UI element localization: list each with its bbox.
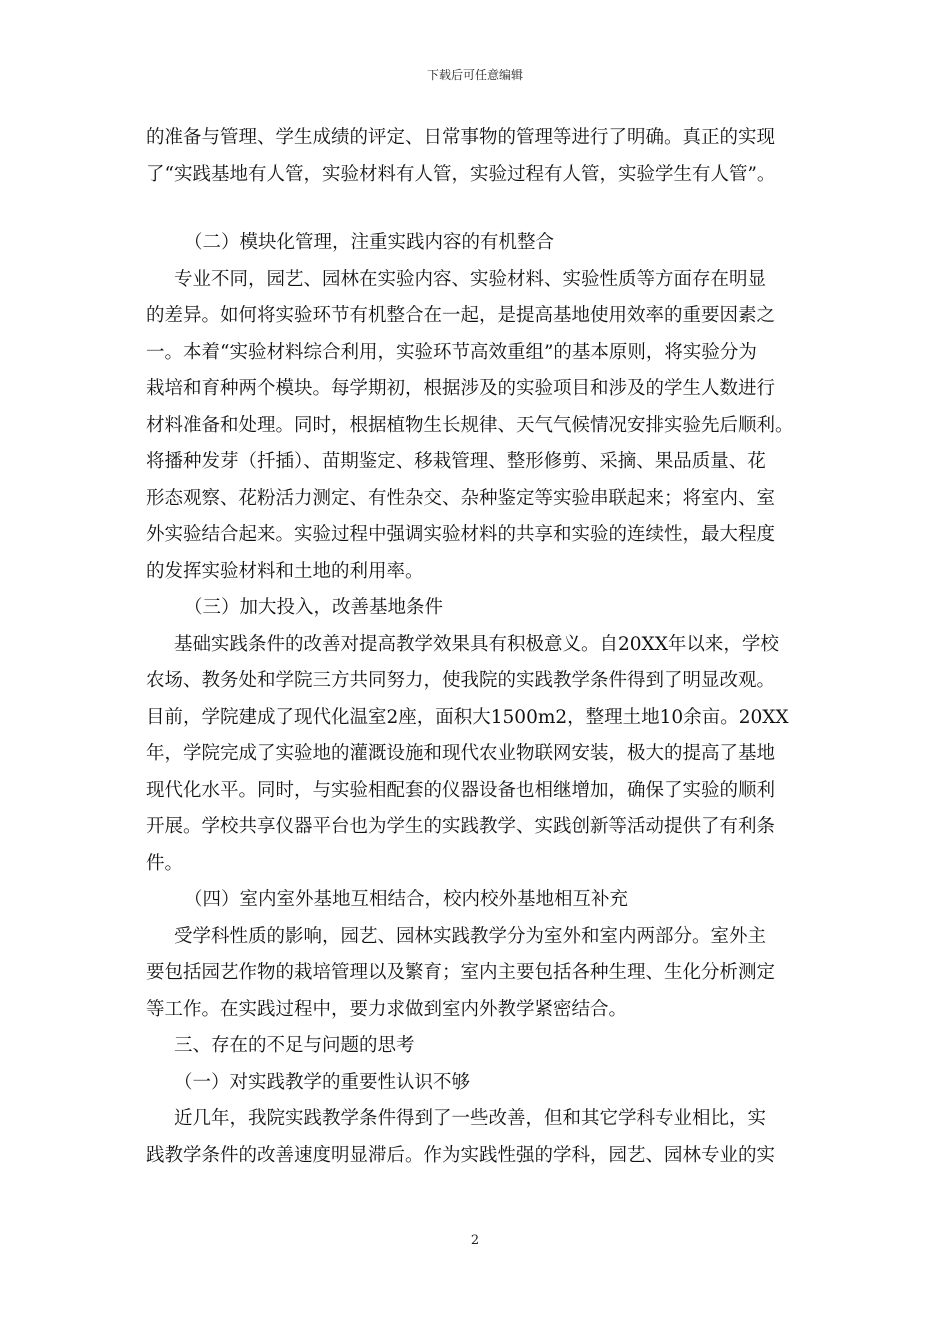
paragraph-line: 近几年，我院实践教学条件得到了一些改善，但和其它学科专业相比，实 <box>174 1108 767 1129</box>
page-number: 2 <box>470 1233 480 1248</box>
section-heading: （三）加大投入，改善基地条件 <box>184 597 444 618</box>
paragraph-line: 栽培和育种两个模块。每学期初，根据涉及的实验项目和涉及的学生人数进行 <box>146 378 776 399</box>
paragraph-line: 外实验结合起来。实验过程中强调实验材料的共享和实验的连续性，最大程度 <box>146 524 776 545</box>
paragraph-line: 年，学院完成了实验地的灌溉设施和现代农业物联网安装，极大的提高了基地 <box>146 743 776 764</box>
paragraph-line: 开展。学校共享仪器平台也为学生的实践教学、实践创新等活动提供了有利条 <box>146 816 776 837</box>
paragraph-line: 的准备与管理、学生成绩的评定、日常事物的管理等进行了明确。真正的实现 <box>146 127 776 148</box>
section-heading: （一）对实践教学的重要性认识不够 <box>174 1071 471 1093</box>
paragraph-line: 基础实践条件的改善对提高教学效果具有积极意义。自20XX年以来，学校 <box>174 633 779 655</box>
page-header: 下载后可任意编辑 <box>426 68 523 82</box>
paragraph-line: 件。 <box>146 852 184 874</box>
paragraph-line: 践教学条件的改善速度明显滞后。作为实践性强的学科，园艺、园林专业的实 <box>146 1144 776 1166</box>
section-heading: （二）模块化管理，注重实践内容的有机整合 <box>184 232 555 253</box>
paragraph-line: 形态观察、花粉活力测定、有性杂交、杂种鉴定等实验串联起来；将室内、室 <box>146 487 776 509</box>
paragraph-line: 将播种发芽（扦插）、苗期鉴定、移栽管理、整形修剪、采摘、果品质量、花 <box>146 451 766 472</box>
paragraph-line: 等工作。在实践过程中，要力求做到室内外教学紧密结合。 <box>146 998 628 1020</box>
document-body <box>146 120 814 1174</box>
paragraph-line: 的发挥实验材料和土地的利用率。 <box>146 560 424 582</box>
paragraph-line: 受学科性质的影响，园艺、园林实践教学分为室外和室内两部分。室外主 <box>174 925 767 947</box>
section-heading: 三、存在的不足与问题的思考 <box>174 1035 415 1056</box>
paragraph-line: 农场、教务处和学院三方共同努力，使我院的实践教学条件得到了明显改观。 <box>146 670 776 691</box>
paragraph-line: 一。本着“实验材料综合利用，实验环节高效重组”的基本原则，将实验分为 <box>146 341 757 363</box>
section-heading: （四）室内室外基地互相结合，校内校外基地相互补充 <box>184 889 629 910</box>
paragraph-line: 材料准备和处理。同时，根据植物生长规律、天气气候情况安排实验先后顺利。 <box>146 414 794 436</box>
paragraph-line: 的差异。如何将实验环节有机整合在一起，是提高基地使用效率的重要因素之 <box>146 305 776 326</box>
paragraph-gap <box>146 193 814 225</box>
paragraph-line: 专业不同，园艺、园林在实验内容、实验材料、实验性质等方面存在明显 <box>174 268 767 290</box>
paragraph-line: 要包括园艺作物的栽培管理以及繁育；室内主要包括各种生理、生化分析测定 <box>146 962 776 983</box>
paragraph-line: 现代化水平。同时，与实验相配套的仪器设备也相继增加，确保了实验的顺利 <box>146 779 776 801</box>
paragraph-line: 了“实践基地有人管，实验材料有人管，实验过程有人管，实验学生有人管”。 <box>146 163 776 185</box>
paragraph-line: 目前，学院建成了现代化温室2座，面积大1500m2，整理土地10余亩。20XX <box>146 706 789 728</box>
